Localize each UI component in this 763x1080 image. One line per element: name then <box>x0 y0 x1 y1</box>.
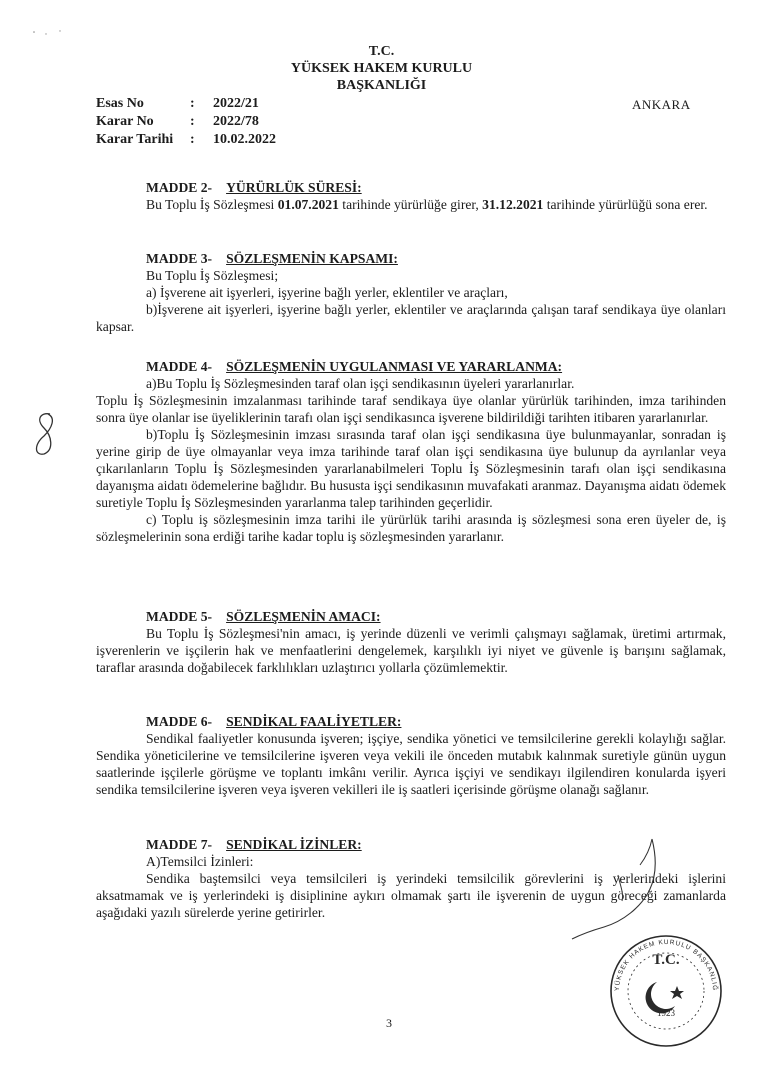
madde-2-text-b: tarihinde yürürlüğe girer, <box>338 197 483 212</box>
karar-label: Karar No <box>96 114 154 129</box>
madde-3-heading <box>146 250 726 267</box>
city: ANKARA <box>632 97 691 112</box>
karar-colon: : <box>190 114 195 129</box>
header-tc: T.C. <box>368 44 395 59</box>
esas-value: 2022/21 <box>213 96 259 111</box>
madde-2-end-date: 31.12.2021 <box>482 197 544 212</box>
tarih-value: 10.02.2022 <box>213 132 276 147</box>
handwritten-signature <box>560 835 700 945</box>
madde-3-number: MADDE 3- <box>146 251 213 266</box>
madde-6-number: MADDE 6- <box>146 714 213 729</box>
seal-center-text: T.C. <box>652 952 680 968</box>
madde-5-title: SÖZLEŞMENİN AMACI: <box>226 609 381 624</box>
tarih-colon: : <box>190 132 195 147</box>
madde-3-p2: a) İşverene ait işyerleri, işyerine bağlı yerler, eklentiler ve araçları, <box>146 285 508 300</box>
madde-5 <box>96 608 726 676</box>
madde-2-title: YÜRÜRLÜK SÜRESİ: <box>226 180 362 195</box>
madde-3-p1: Bu Toplu İş Sözleşmesi; <box>146 268 279 283</box>
madde-6-title: SENDİKAL FAALİYETLER: <box>226 714 402 729</box>
official-seal <box>605 930 727 1052</box>
madde-2-start-date: 01.07.2021 <box>277 197 339 212</box>
scan-specks <box>20 20 80 40</box>
madde-2-number: MADDE 2- <box>146 180 213 195</box>
madde-7-p2: Sendika baştemsilci veya temsilcileri iş yerindeki temsilcilik görevlerini iş yerlerindeki işlerini aksatmamak ve iş yerlerindeki iş disiplinine aykırı olmamak şartı ile işverenin de uygun göreceği zamanlarda aşağıdaki yazılı sürelerde yerine getirirler. <box>96 871 726 920</box>
madde-5-p1: Bu Toplu İş Sözleşmesi'nin amacı, iş yerinde düzenli ve verimli çalışmayı sağlamak, üretimi artırmak, işverenlerin ve işçilerin hak ve menfaatlerini dengelemek, karşılıklı iyi niyet ve güvenle iş barışını sağlamak, taraflar arasında doğabilecek farklılıkları uzlaştırıcı yollarla çözümlemektir. <box>96 626 726 675</box>
esas-colon: : <box>190 96 195 111</box>
madde-6-heading <box>146 713 726 730</box>
madde-2 <box>96 179 726 213</box>
madde-7-number: MADDE 7- <box>146 837 213 852</box>
esas-label: Esas No <box>96 96 144 111</box>
madde-4-title: SÖZLEŞMENİN UYGULANMASI VE YARARLANMA: <box>226 359 563 374</box>
header-institution: YÜKSEK HAKEM KURULU <box>290 61 473 76</box>
madde-6-p1: Sendikal faaliyetler konusunda işveren; işçiye, sendika yönetici ve temsilcilerine gerekli kolaylığı sağlar. Sendika yöneticilerine ve temsilcilerine işveren veya vekili ile önceden mutabık kalınmak suretiyle günün uygun saatlerinde işçilerle görüşme ve toplantı imkânı verilir. Ayrıca işçiyi ve sendikayı ilgilendiren konularda işyeri sendika temsilcilerine işveren veya işveren vekilleri ile iş saatleri içerisinde görüşme olanağı sağlanır. <box>96 731 726 797</box>
seal-ring-text: YÜKSEK HAKEM KURULU BAŞKANLIĞ <box>613 938 719 992</box>
madde-4-p2: Toplu İş Sözleşmesinin imzalanması tarihinde taraf sendikaya üye olanlar yürürlük tarihinden, imza tarihinden sonra üye olanlar ise üyeliklerinin tarafı olan işçi sendikasınca işverene bildirildiği tarihten itibaren yararlanırlar. <box>96 393 726 425</box>
madde-7-title: SENDİKAL İZİNLER: <box>226 837 362 852</box>
madde-4-p4: c) Toplu iş sözleşmesinin imza tarihi ile yürürlük tarihi arasında iş sözleşmesi sona eren üyeler de, iş sözleşmelerinin sona erdiği tarihe kadar toplu iş sözleşmesinden yararlanır. <box>96 512 726 544</box>
madde-3-p3: b)İşverene ait işyerleri, işyerine bağlı yerler, eklentiler ve araçlarında çalışan taraf sendikaya üye olanları kapsar. <box>96 302 726 334</box>
madde-6 <box>96 713 726 798</box>
madde-4 <box>96 358 726 545</box>
madde-2-text-c: tarihinde yürürlüğü sona erer. <box>543 197 708 212</box>
tarih-label: Karar Tarihi <box>96 132 174 147</box>
madde-2-text <box>96 196 726 213</box>
madde-3-title: SÖZLEŞMENİN KAPSAMI: <box>226 251 398 266</box>
seal-year: 1923 <box>657 1008 675 1018</box>
madde-5-number: MADDE 5- <box>146 609 213 624</box>
madde-3 <box>96 250 726 335</box>
header-presidency: BAŞKANLIĞI <box>336 78 427 93</box>
madde-4-heading <box>146 358 726 375</box>
madde-7-p1: A)Temsilci İzinleri: <box>146 854 254 869</box>
madde-4-p3: b)Toplu İş Sözleşmesinin imzası sırasında taraf olan işçi sendikasına üye bulunmayanlar, sonradan iş yerine girip de üye olmayanlar veya imza tarihinde taraf olan işçi sendikasına üye bulunup da ayrılanlar veya çıkarılanların Toplu İş Sözleşmesinden yararlanabilmeleri Toplu İş Sözleşmesinin tarafı olan işçi sendikasına dayanışma aidatı ödemelerine bağlıdır. Bu hususta işçi sendikasının muvafakati aranmaz. Dayanışma aidatı ödemek suretiyle Toplu İş Sözleşmesinden yararlanma talep tarihinden geçerlidir. <box>96 427 726 510</box>
handwritten-margin-mark <box>30 410 60 460</box>
karar-value: 2022/78 <box>213 114 259 129</box>
madde-2-heading <box>146 179 726 196</box>
madde-4-number: MADDE 4- <box>146 359 213 374</box>
madde-4-p1: a)Bu Toplu İş Sözleşmesinden taraf olan işçi sendikasının üyeleri yararlanırlar. <box>146 376 575 391</box>
page-number: 3 <box>386 1016 392 1030</box>
madde-5-heading <box>146 608 726 625</box>
madde-2-text-a: Bu Toplu İş Sözleşmesi <box>146 197 278 212</box>
